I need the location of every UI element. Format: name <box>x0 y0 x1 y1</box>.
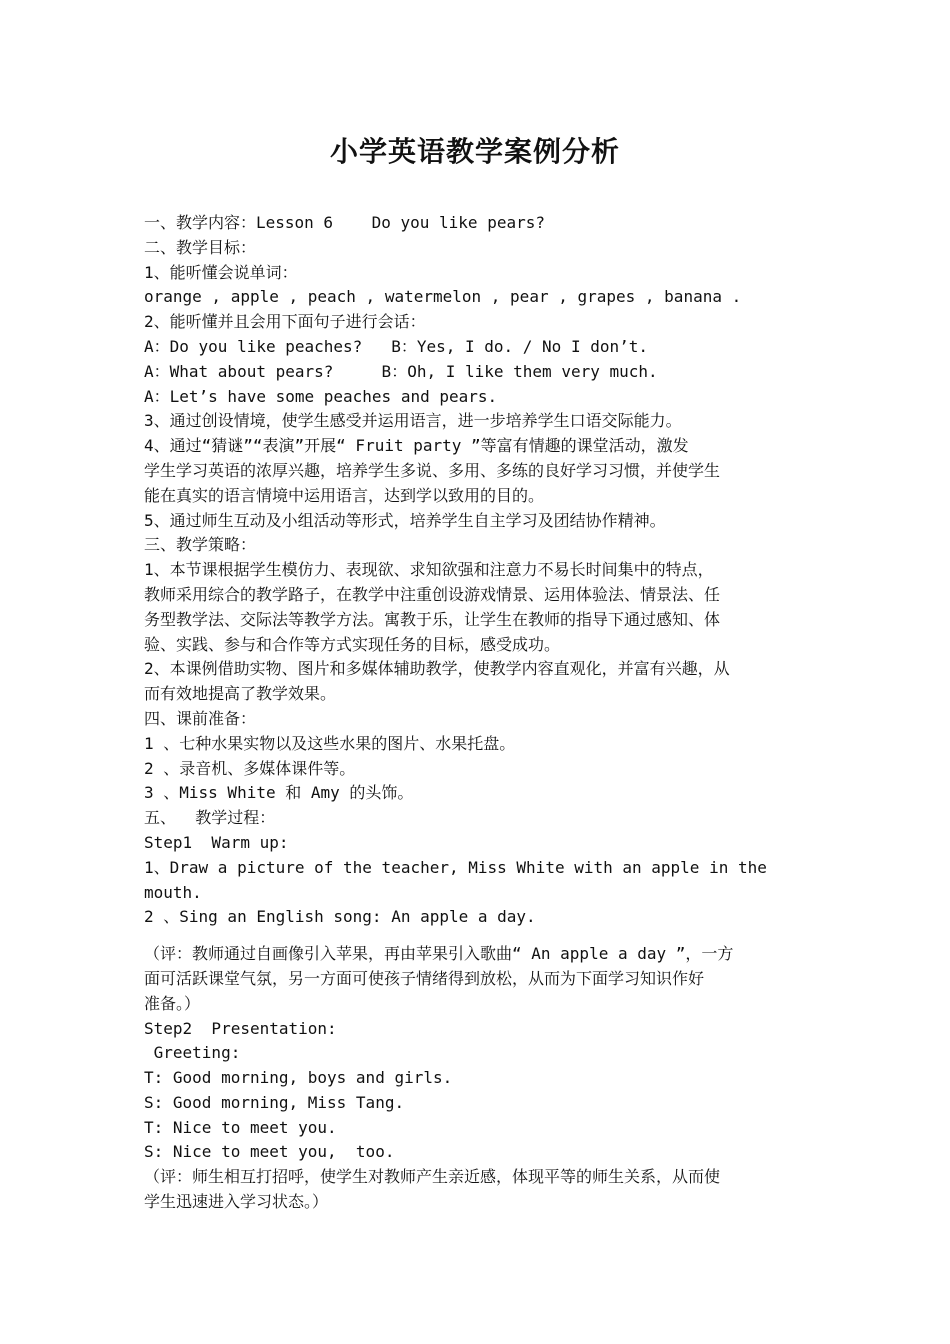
vocabulary-list: orange , apple , peach , watermelon , pear , grapes , banana . <box>144 287 742 307</box>
step1-heading: Step1 Warm up: <box>144 832 289 852</box>
document-body <box>144 211 812 1215</box>
comment: （评：教师通过自画像引入苹果，再由苹果引入歌曲“ An apple a day ”，一方 <box>144 944 734 964</box>
step2-heading: Step2 Presentation: <box>144 1018 337 1038</box>
comment: 面可活跃课堂气氛，另一方面可使孩子情绪得到放松，从而为下面学习知识作好 <box>144 968 705 988</box>
dialogue-line: A：Let’s have some peaches and pears. <box>144 386 498 406</box>
goal-5: 5、通过师生互动及小组活动等形式，培养学生自主学习及团结协作精神。 <box>144 510 666 530</box>
dialogue-line: T: Good morning, boys and girls. <box>144 1068 453 1088</box>
section-teaching-strategy: 三、教学策略： <box>144 535 257 555</box>
section-teaching-goals: 二、教学目标： <box>144 237 257 257</box>
strategy-2: 而有效地提高了教学效果。 <box>144 684 337 704</box>
preparation-item: 2 、录音机、多媒体课件等。 <box>144 758 356 778</box>
preparation-item: 1 、七种水果实物以及这些水果的图片、水果托盘。 <box>144 733 516 753</box>
goal-4: 能在真实的语言情境中运用语言，达到学以致用的目的。 <box>144 485 545 505</box>
dialogue-line: A：What about pears? B：Oh, I like them very much. <box>144 361 658 381</box>
goal-2-heading: 2、能听懂并且会用下面句子进行会话： <box>144 312 426 332</box>
dialogue-line: T: Nice to meet you. <box>144 1117 337 1137</box>
strategy-1: 验、实践、参与和合作等方式实现任务的目标，感受成功。 <box>144 634 561 654</box>
strategy-1: 务型教学法、交际法等教学方法。寓教于乐，让学生在教师的指导下通过感知、体 <box>144 609 721 629</box>
paragraph-gap <box>144 930 812 942</box>
comment: 准备。） <box>144 993 201 1013</box>
dialogue-line: S: Nice to meet you, too. <box>144 1142 395 1162</box>
dialogue-line: S: Good morning, Miss Tang. <box>144 1092 405 1112</box>
strategy-2: 2、本课例借助实物、图片和多媒体辅助教学，使教学内容直观化，并富有兴趣，从 <box>144 659 730 679</box>
goal-1-heading: 1、能听懂会说单词： <box>144 262 298 282</box>
document-title: 小学英语教学案例分析 <box>329 135 620 168</box>
section-teaching-process: 五、 教学过程： <box>144 808 276 828</box>
comment: （评：师生相互打招呼，使学生对教师产生亲近感，体现平等的师生关系，从而使 <box>144 1167 721 1187</box>
goal-4: 4、通过“猜谜”“表演”开展“ Fruit party ”等富有情趣的课堂活动，激发 <box>144 436 689 456</box>
section-teaching-content: 一、教学内容：Lesson 6 Do you like pears? <box>144 213 545 232</box>
section-preparation: 四、课前准备： <box>144 708 257 728</box>
preparation-item: 3 、Miss White 和 Amy 的头饰。 <box>144 783 414 803</box>
dialogue-line: A：Do you like peaches? B：Yes, I do. / No I don’t. <box>144 336 649 356</box>
goal-3: 3、通过创设情境，使学生感受并运用语言，进一步培养学生口语交际能力。 <box>144 411 682 431</box>
step1-item: 2 、Sing an English song: An apple a day. <box>144 907 536 927</box>
strategy-1: 1、本节课根据学生模仿力、表现欲、求知欲强和注意力不易长时间集中的特点， <box>144 560 714 580</box>
step1-item: 1、Draw a picture of the teacher, Miss White with an apple in the <box>144 857 767 877</box>
strategy-1: 教师采用综合的教学路子，在教学中注重创设游戏情景、运用体验法、情景法、任 <box>144 584 721 604</box>
goal-4: 学生学习英语的浓厚兴趣，培养学生多说、多用、多练的良好学习习惯，并使学生 <box>144 460 721 480</box>
comment: 学生迅速进入学习状态。） <box>144 1192 329 1212</box>
step1-item: mouth. <box>144 882 202 902</box>
greeting-heading: Greeting: <box>144 1043 241 1063</box>
